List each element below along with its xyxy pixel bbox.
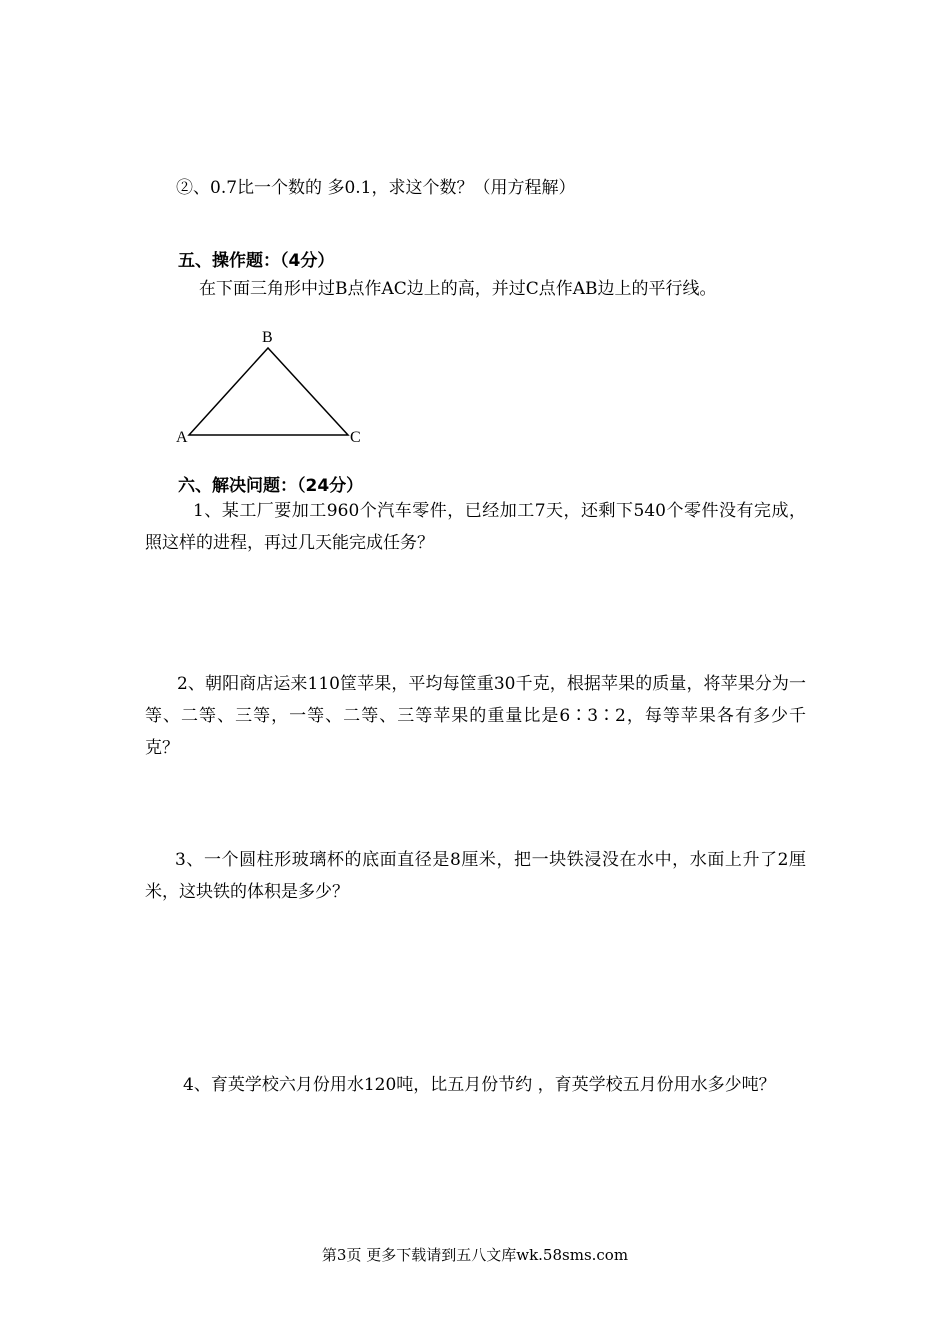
page-footer: 第3页 更多下载请到五八文库wk.58sms.com bbox=[321, 1246, 629, 1264]
problem-1: 1、某工厂要加工960个汽车零件，已经加工7天，还剩下540个零件没有完成，照这样的进程，再过几天能完成任务？ bbox=[145, 501, 806, 553]
problem-2: 2、朝阳商店运来110筐苹果，平均每筐重30千克，根据苹果的质量，将苹果分为一等、二等、三等，一等、二等、三等苹果的重量比是6∶3∶2，每等苹果各有多少千克？ bbox=[145, 674, 806, 758]
triangle-figure bbox=[170, 322, 370, 452]
section-6-heading: 六、解决问题：（24分） bbox=[178, 476, 364, 496]
section-5-heading: 五、操作题：（4分） bbox=[178, 251, 335, 271]
vertex-label-c: C bbox=[350, 429, 361, 446]
section-5-instruction: 在下面三角形中过B点作AC边上的高，并过C点作AB边上的平行线。 bbox=[199, 279, 717, 299]
triangle-abc bbox=[189, 348, 348, 435]
problem-4: 4、育英学校六月份用水120吨，比五月份节约 ，育英学校五月份用水多少吨？ bbox=[183, 1075, 776, 1095]
vertex-label-a: A bbox=[176, 429, 188, 446]
problem-3: 3、一个圆柱形玻璃杯的底面直径是8厘米，把一块铁浸没在水中，水面上升了2厘米，这块铁的体积是多少？ bbox=[145, 850, 806, 902]
vertex-label-b: B bbox=[262, 329, 273, 346]
question-2-equation: ②、0.7比一个数的 多0.1，求这个数？（用方程解） bbox=[176, 178, 576, 198]
